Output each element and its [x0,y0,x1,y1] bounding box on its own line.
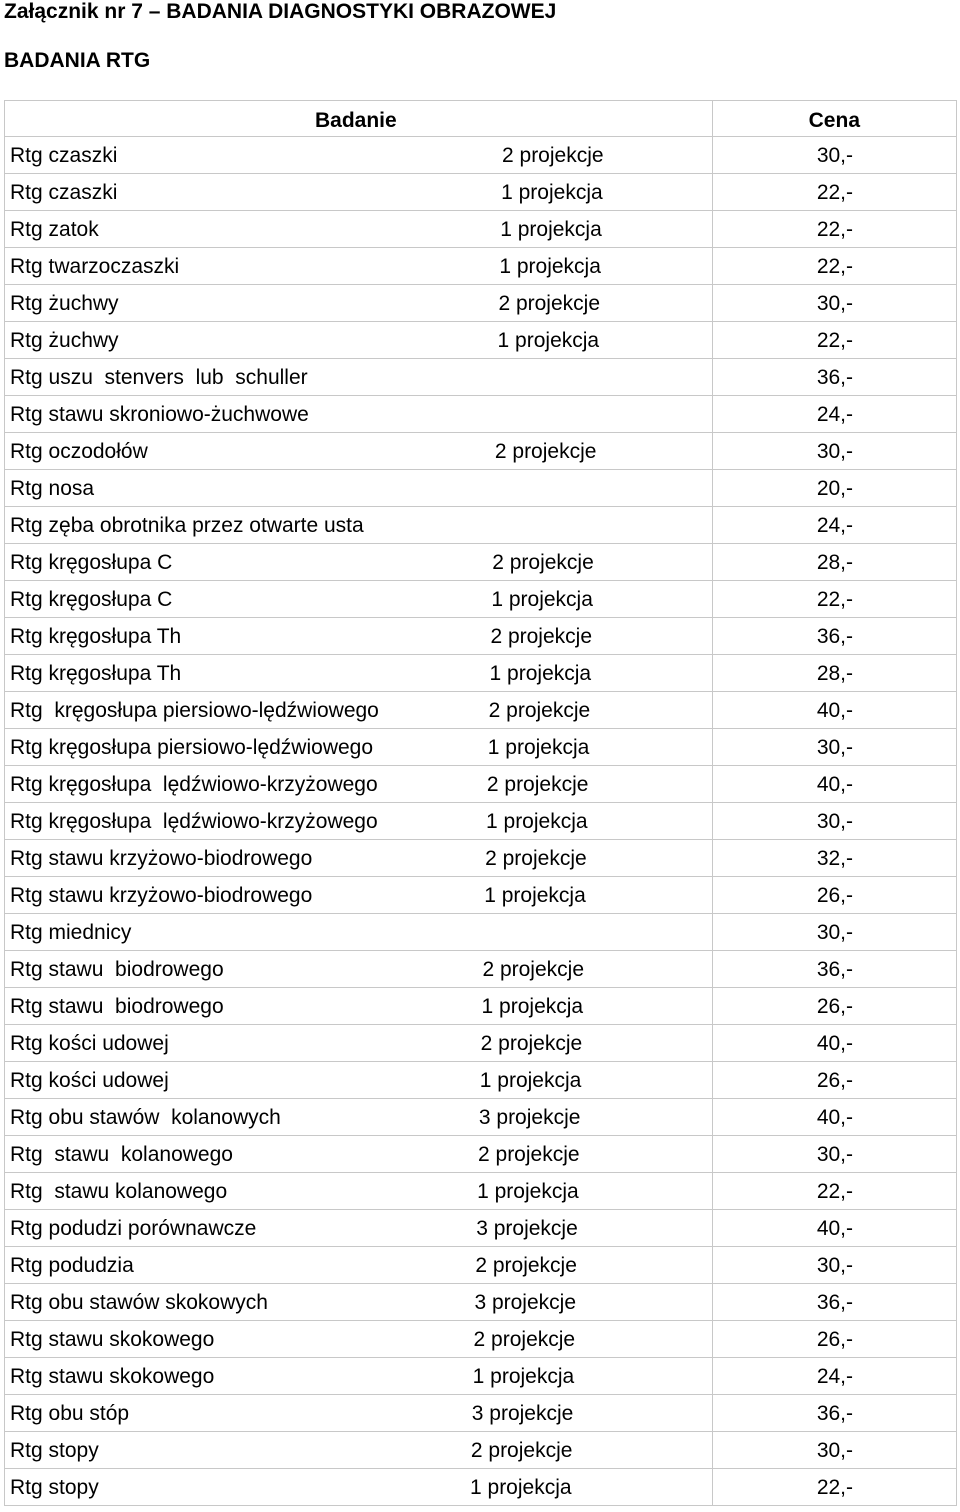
table-row [4,1062,957,1099]
exam-name: Rtg kręgosłupa lędźwiowo-krzyżowego [10,810,378,833]
exam-projection: 1 projekcja [479,1069,582,1092]
exam-price: 24,- [816,514,853,537]
exam-name: Rtg obu stóp [10,1402,130,1425]
table-row [4,766,957,803]
exam-cell [4,1062,713,1098]
price-cell [712,581,957,617]
table-row [4,248,957,285]
exam-cell [4,988,713,1024]
exam-cell [4,1210,713,1246]
header-cell-badanie [4,101,713,136]
exam-cell [4,766,713,802]
table-row [4,1025,957,1062]
exam-cell [4,1284,713,1320]
price-cell [712,137,957,173]
exam-price: 22,- [816,255,853,278]
table-row [4,359,957,396]
price-cell [712,1099,957,1135]
table-row [4,914,957,951]
exam-price: 36,- [816,958,853,981]
exam-cell [4,248,713,284]
exam-projection: 2 projekcje [480,1032,583,1055]
exam-name: Rtg stawu biodrowego [10,995,224,1018]
exam-cell [4,618,713,654]
exam-name: Rtg stopy [10,1476,99,1499]
exam-cell [4,1173,713,1209]
exam-projection: 2 projekcje [470,1439,573,1462]
table-row [4,1432,957,1469]
exam-name: Rtg czaszki [10,144,118,167]
table-row [4,877,957,914]
exam-cell [4,470,713,506]
exam-projection: 1 projekcja [499,255,601,278]
table-row [4,433,957,470]
table-row [4,951,957,988]
table-row [4,1210,957,1247]
exam-cell [4,507,713,543]
exam-projection: 1 projekcja [487,736,590,759]
price-cell [712,618,957,654]
price-cell [712,840,957,876]
exam-price: 28,- [816,662,853,685]
exam-projection: 1 projekcja [484,884,586,907]
price-cell [712,877,957,913]
exam-price: 22,- [816,588,853,611]
exam-name: Rtg kości udowej [10,1069,169,1092]
exam-projection: 1 projekcja [486,810,588,833]
exam-name: Rtg żuchwy [10,329,119,352]
exam-name: Rtg kręgosłupa piersiowo-lędźwiowego [10,699,379,722]
price-cell [712,1284,957,1320]
exam-price: 30,- [816,292,853,315]
exam-cell [4,951,713,987]
exam-price: 36,- [816,1402,853,1425]
exam-price: 30,- [816,736,853,759]
exam-cell [4,1247,713,1283]
exam-projection: 2 projekcje [482,958,584,981]
exam-name: Rtg stawu krzyżowo-biodrowego [10,884,313,907]
table-row [4,803,957,840]
exam-projection: 1 projekcja [481,995,584,1018]
exam-price: 26,- [816,884,853,907]
table-row [4,507,957,544]
price-cell [712,1469,957,1505]
exam-cell [4,1432,713,1468]
header-badanie: Badanie [315,109,397,132]
exam-cell [4,1136,713,1172]
table-row [4,729,957,766]
exam-name: Rtg stawu kolanowego [10,1143,233,1166]
table-row [4,211,957,248]
exam-price: 36,- [816,366,853,389]
price-cell [712,433,957,469]
exam-name: Rtg stawu biodrowego [10,958,224,981]
exam-projection: 1 projekcja [491,588,593,611]
table-row [4,655,957,692]
exam-name: Rtg kręgosłupa Th [10,625,182,648]
exam-price: 26,- [816,1069,853,1092]
exam-name: Rtg twarzoczaszki [10,255,180,278]
exam-cell [4,1395,713,1431]
exam-price: 30,- [816,1254,853,1277]
exam-cell [4,1099,713,1135]
exam-name: Rtg stawu skokowego [10,1328,215,1351]
exam-price: 30,- [816,440,853,463]
price-cell [712,1432,957,1468]
price-cell [712,1247,957,1283]
table-row [4,1173,957,1210]
exam-price: 28,- [816,551,853,574]
exam-projection: 1 projekcja [470,1476,572,1499]
table-row [4,174,957,211]
exam-projection: 2 projekcje [498,292,600,315]
table-row [4,581,957,618]
table-row [4,692,957,729]
exam-name: Rtg oczodołów [10,440,148,463]
exam-price: 22,- [816,329,853,352]
exam-price: 30,- [816,1143,853,1166]
price-cell [712,766,957,802]
header-cena: Cena [808,109,860,132]
exam-projection: 1 projekcja [472,1365,575,1388]
exam-price: 40,- [816,773,853,796]
exam-cell [4,729,713,765]
exam-cell [4,433,713,469]
table-row [4,1321,957,1358]
exam-name: Rtg kręgosłupa C [10,551,173,574]
exam-price: 24,- [816,1365,853,1388]
price-cell [712,692,957,728]
exam-projection: 2 projekcje [486,773,589,796]
table-row [4,840,957,877]
exam-name: Rtg kręgosłupa lędźwiowo-krzyżowego [10,773,378,796]
table-row [4,1136,957,1173]
exam-projection: 3 projekcje [471,1402,574,1425]
exam-cell [4,174,713,210]
price-cell [712,1136,957,1172]
exam-price: 40,- [816,1217,853,1240]
table-row [4,1099,957,1136]
exam-name: Rtg stawu kolanowego [10,1180,228,1203]
exam-price: 26,- [816,1328,853,1351]
exam-projection: 1 projekcja [497,329,600,352]
exam-name: Rtg kręgosłupa piersiowo-lędźwiowego [10,736,374,759]
exam-price: 30,- [816,810,853,833]
exam-projection: 1 projekcja [501,181,603,204]
exam-cell [4,322,713,358]
exam-projection: 2 projekcje [485,847,587,870]
exam-name: Rtg czaszki [10,181,118,204]
exam-projection: 1 projekcja [489,662,592,685]
price-cell [712,951,957,987]
table-row [4,322,957,359]
exam-cell [4,655,713,691]
exam-projection: 3 projekcje [474,1291,576,1314]
exam-price: 22,- [816,218,853,241]
exam-price: 30,- [816,921,853,944]
exam-cell [4,1025,713,1061]
table-row [4,1395,957,1432]
table-header-row [4,101,957,137]
exam-projection: 2 projekcje [488,699,591,722]
exam-name: Rtg podudzi porównawcze [10,1217,257,1240]
exam-name: Rtg nosa [10,477,95,500]
price-cell [712,1210,957,1246]
exam-price: 24,- [816,403,853,426]
exam-projection: 3 projekcje [476,1217,578,1240]
exam-projection: 2 projekcje [502,144,604,167]
exam-name: Rtg zatok [10,218,99,241]
table-row [4,988,957,1025]
exam-price: 20,- [816,477,853,500]
table-row [4,1469,957,1506]
exam-price: 40,- [816,1106,853,1129]
exam-projection: 2 projekcje [473,1328,576,1351]
table-row [4,1358,957,1395]
exam-projection: 3 projekcje [478,1106,581,1129]
table-row [4,618,957,655]
table-row [4,285,957,322]
exam-cell [4,803,713,839]
exam-name: Rtg kręgosłupa C [10,588,173,611]
price-cell [712,988,957,1024]
exam-cell [4,877,713,913]
exam-name: Rtg stawu krzyżowo-biodrowego [10,847,313,870]
exam-cell [4,137,713,173]
exam-name: Rtg obu stawów skokowych [10,1291,268,1314]
exam-projection: 2 projekcje [492,551,594,574]
exam-cell [4,840,713,876]
price-cell [712,248,957,284]
table-row [4,396,957,433]
price-cell [712,470,957,506]
header-cell-cena [712,101,957,136]
exam-projection: 2 projekcje [475,1254,577,1277]
price-cell [712,729,957,765]
exam-price: 30,- [816,1439,853,1462]
price-cell [712,803,957,839]
exam-name: Rtg stopy [10,1439,99,1462]
price-cell [712,1395,957,1431]
table-row [4,470,957,507]
exam-cell [4,396,713,432]
table-row [4,544,957,581]
exam-name: Rtg żuchwy [10,292,119,315]
price-cell [712,544,957,580]
price-cell [712,914,957,950]
section-title: BADANIA RTG [4,49,151,72]
exam-price: 36,- [816,1291,853,1314]
exam-cell [4,544,713,580]
exam-name: Rtg miednicy [10,921,132,944]
price-cell [712,1062,957,1098]
exam-cell [4,285,713,321]
price-cell [712,211,957,247]
exam-projection: 1 projekcja [477,1180,579,1203]
exam-projection: 2 projekcje [494,440,597,463]
exam-cell [4,1321,713,1357]
exam-name: Rtg stawu skroniowo-żuchwowe [10,403,309,426]
exam-cell [4,914,713,950]
price-cell [712,359,957,395]
price-table [4,100,957,1506]
exam-projection: 2 projekcje [478,1143,580,1166]
exam-projection: 1 projekcja [500,218,602,241]
price-cell [712,655,957,691]
price-cell [712,507,957,543]
price-cell [712,1025,957,1061]
document-title: Załącznik nr 7 – BADANIA DIAGNOSTYKI OBRAZOWEJ [4,0,557,23]
exam-cell [4,1469,713,1505]
exam-name: Rtg kości udowej [10,1032,169,1055]
exam-price: 22,- [816,1476,853,1499]
exam-name: Rtg zęba obrotnika przez otwarte usta [10,514,364,537]
table-row [4,1247,957,1284]
exam-price: 36,- [816,625,853,648]
exam-name: Rtg uszu stenvers lub schuller [10,366,308,389]
exam-price: 40,- [816,1032,853,1055]
exam-name: Rtg stawu skokowego [10,1365,215,1388]
table-row [4,1284,957,1321]
price-cell [712,396,957,432]
exam-name: Rtg podudzia [10,1254,134,1277]
exam-price: 30,- [816,144,853,167]
exam-cell [4,1358,713,1394]
price-cell [712,1321,957,1357]
exam-projection: 2 projekcje [490,625,592,648]
exam-name: Rtg kręgosłupa Th [10,662,182,685]
exam-cell [4,692,713,728]
exam-price: 22,- [816,181,853,204]
exam-price: 32,- [816,847,853,870]
exam-cell [4,581,713,617]
exam-cell [4,359,713,395]
table-row [4,137,957,174]
price-cell [712,1358,957,1394]
exam-price: 40,- [816,699,853,722]
price-cell [712,285,957,321]
exam-price: 22,- [816,1180,853,1203]
exam-cell [4,211,713,247]
exam-name: Rtg obu stawów kolanowych [10,1106,281,1129]
exam-price: 26,- [816,995,853,1018]
price-cell [712,322,957,358]
price-cell [712,174,957,210]
price-cell [712,1173,957,1209]
